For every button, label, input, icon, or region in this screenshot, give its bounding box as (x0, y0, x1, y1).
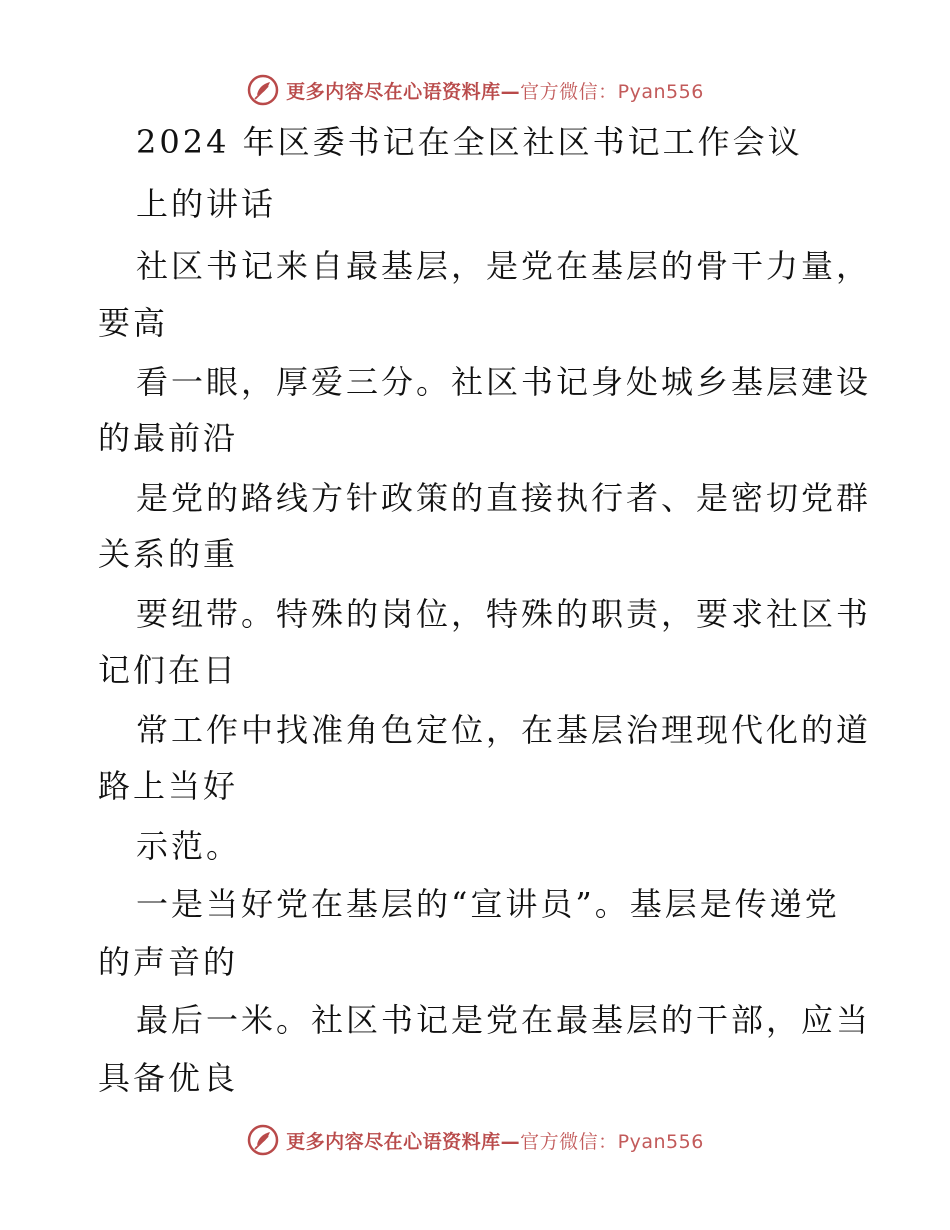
doc-line: 要纽带。特殊的岗位，特殊的职责，要求社区书 (136, 595, 872, 633)
doc-title-line-1: 2024 年区委书记在全区社区书记工作会议 (136, 123, 803, 161)
doc-line: 是党的路线方针政策的直接执行者、是密切党群 (136, 479, 872, 517)
doc-line: 看一眼，厚爱三分。社区书记身处城乡基层建设 (136, 363, 872, 401)
doc-line: 一是当好党在基层的“宣讲员”。基层是传递党 (136, 885, 840, 923)
doc-line: 社区书记来自最基层，是党在基层的骨干力量， (136, 247, 872, 285)
doc-line: 关系的重 (98, 535, 239, 573)
flower-logo-icon (246, 73, 280, 107)
doc-line: 示范。 (136, 827, 242, 865)
flower-logo-icon (246, 1123, 280, 1157)
banner-text (286, 1127, 704, 1154)
footer-watermark-banner (0, 1120, 950, 1160)
doc-line: 常工作中找准角色定位，在基层治理现代化的道 (136, 711, 872, 749)
doc-line: 要高 (98, 304, 169, 342)
banner-text (286, 77, 704, 104)
doc-line: 的声音的 (98, 943, 239, 981)
doc-line: 的最前沿 (98, 419, 239, 457)
banner-contact: 官方微信：Pyan556 (520, 80, 704, 103)
doc-line: 路上当好 (98, 767, 239, 805)
doc-title-line-2: 上的讲话 (136, 185, 277, 223)
doc-line: 最后一米。社区书记是党在最基层的干部，应当 (136, 1001, 872, 1039)
banner-title: 更多内容尽在心语资料库— (286, 1130, 521, 1153)
doc-line: 记们在日 (98, 651, 239, 689)
header-watermark-banner (0, 70, 950, 110)
doc-line: 具备优良 (98, 1059, 239, 1097)
banner-title: 更多内容尽在心语资料库— (286, 80, 521, 103)
banner-contact: 官方微信：Pyan556 (520, 1130, 704, 1153)
